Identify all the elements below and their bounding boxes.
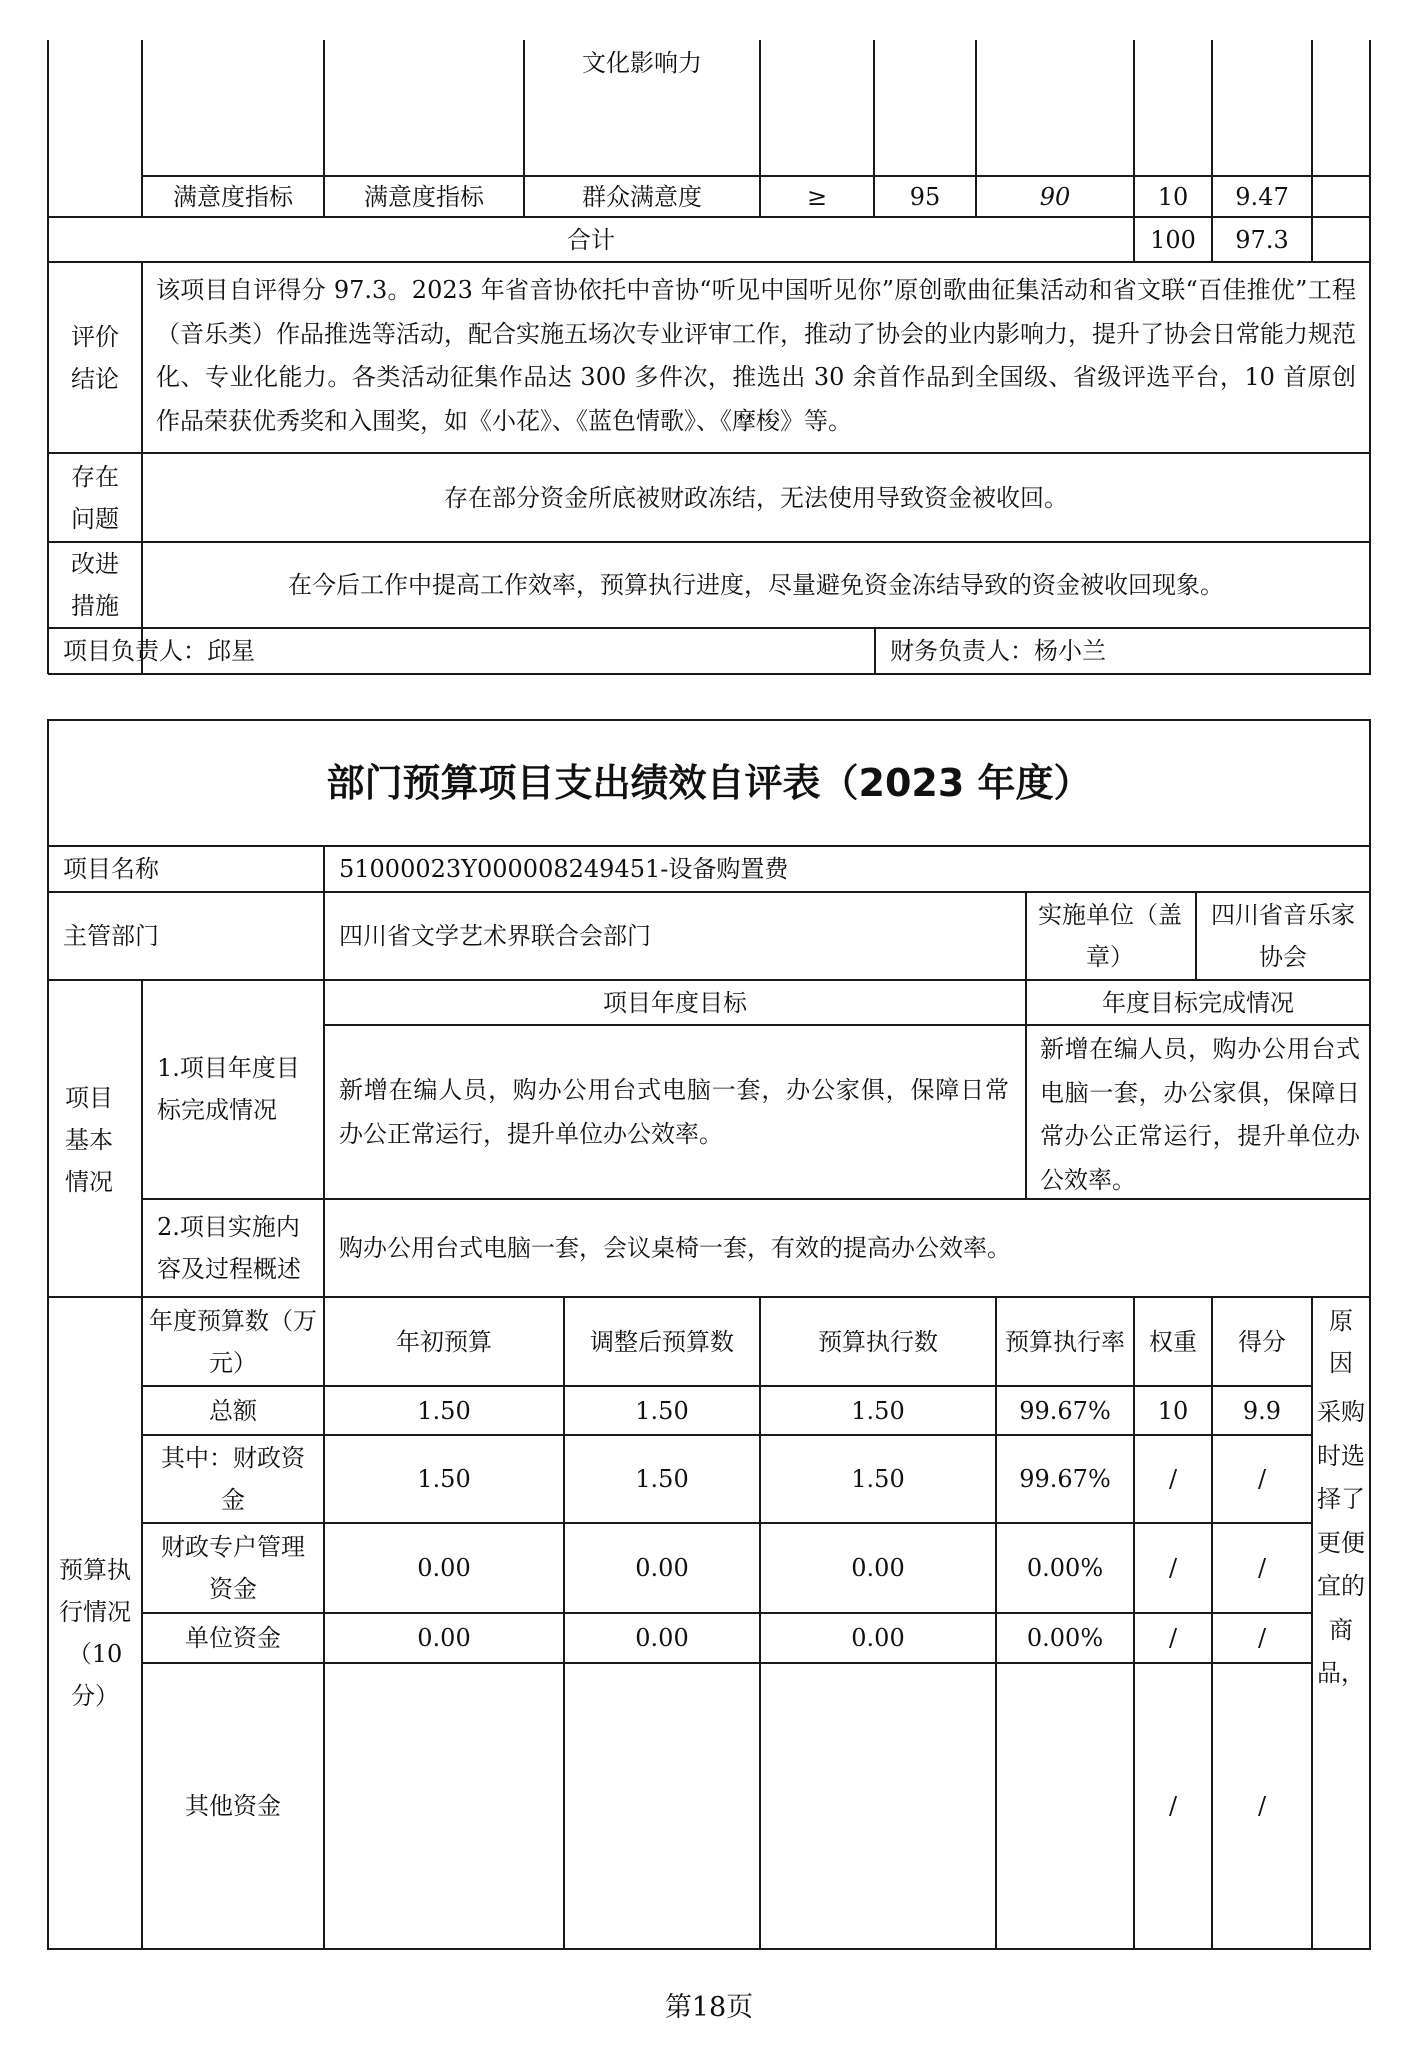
budget-row-2-score: / [1257,1465,1267,1493]
budget-section-label: 预算执行情况（10分） [59,1556,131,1710]
satisfaction-level2: 满意度指标 [364,183,484,211]
budget-row-3-weight: / [1168,1554,1178,1582]
budget-row-4-weight: / [1168,1624,1178,1652]
budget-row-1-executed-amount: 1.50 [851,1396,905,1425]
improvements-text: 在今后工作中提高工作效率，预算执行进度，尽量避免资金冻结导致的资金被收回现象。 [288,571,1224,599]
impl-content-label: 2.项目实施内容及过程概述 [157,1213,301,1283]
budget-row-2-execution-rate: 99.67% [1019,1465,1111,1493]
satisfaction-operator: ≥ [806,183,828,211]
budget-row-4-execution-rate: 0.00% [1026,1624,1104,1652]
budget-row-2-weight: / [1168,1465,1178,1493]
header-score: 得分 [1238,1327,1286,1356]
budget-row-1-weight: 10 [1157,1396,1189,1425]
budget-row-5-score: / [1257,1792,1267,1820]
goal-label: 1.项目年度目标完成情况 [157,1054,300,1124]
satisfaction-weight: 10 [1157,183,1189,211]
budget-row-4-executed-amount: 0.00 [851,1624,905,1652]
budget-row-5-weight: / [1168,1792,1178,1820]
reason-text: 采购时选择了更便宜的商品， [1317,1398,1365,1687]
budget-row-1-score: 9.9 [1242,1396,1282,1425]
dept-label: 主管部门 [63,922,159,950]
budget-row-1-adjusted-budget: 1.50 [635,1396,689,1425]
budget-row-1-execution-rate: 99.67% [1019,1396,1111,1425]
impl-unit: 四川省音乐家协会 [1211,901,1355,971]
satisfaction-score: 9.47 [1235,183,1289,211]
satisfaction-actual: 90 [1039,183,1071,211]
budget-row-4-initial-budget: 0.00 [417,1624,471,1652]
evaluation-label: 评价结论 [71,323,119,393]
budget-row-1-fund-type: 总额 [209,1396,257,1425]
total-weight: 100 [1150,225,1196,254]
header-adjusted-budget: 调整后预算数 [590,1327,734,1356]
budget-row-2-fund-type: 其中：财政资金 [161,1444,305,1514]
impl-unit-label: 实施单位（盖章） [1038,901,1182,971]
impl-content: 购办公用台式电脑一套，会议桌椅一套，有效的提高办公效率。 [339,1234,1011,1262]
influence-cell: 文化影响力 [582,49,702,77]
improvements-label: 改进措施 [71,550,119,620]
completion-text: 新增在编人员，购办公用台式电脑一套，办公家俱，保障日常办公正常运行，提升单位办公效率。 [1040,1035,1360,1194]
satisfaction-target: 95 [909,183,941,211]
budget-row-5-fund-type: 其他资金 [185,1792,281,1820]
basic-info-label: 项目基本情况 [65,1084,113,1196]
total-label: 合计 [567,225,615,254]
budget-row-4-score: / [1257,1624,1267,1652]
budget-row-2-executed-amount: 1.50 [851,1465,905,1493]
budget-row-2-initial-budget: 1.50 [417,1465,471,1493]
budget-row-3-executed-amount: 0.00 [851,1554,905,1582]
budget-row-4-fund-type: 单位资金 [185,1624,281,1652]
header-weight: 权重 [1149,1327,1197,1356]
budget-row-1-initial-budget: 1.50 [417,1396,471,1425]
budget-row-3-adjusted-budget: 0.00 [635,1554,689,1582]
header-initial-budget: 年初预算 [396,1327,492,1356]
problems-label: 存在问题 [71,462,119,533]
evaluation-text: 该项目自评得分 97.3。2023 年省音协依托中音协“听见中国听见你”原创歌曲征集活动和省文联“百佳推优”工程（音乐类）作品推选等活动，配合实施五场次专业评审工作，推动了协会的业内影响力，提升了协会日常能力规范化、专业化能力。各类活动征集作品达 300 多件次，推选出 30 余首作品到全国级、省级评选平台，10 首原创作品荣获优秀奖和入围奖，如《小花》、《蓝色情歌》、《摩梭》等。 [156,276,1356,435]
budget-row-2-adjusted-budget: 1.50 [635,1465,689,1493]
header-executed: 预算执行数 [818,1327,938,1356]
project-name-label: 项目名称 [63,855,159,883]
budget-row-5-executed-amount [761,1664,995,1948]
satisfaction-level1: 满意度指标 [173,183,293,211]
total-score: 97.3 [1235,225,1289,254]
budget-row-5-execution-rate [997,1664,1133,1948]
dept-name: 四川省文学艺术界联合会部门 [339,922,651,950]
budget-row-3-execution-rate: 0.00% [1026,1554,1104,1582]
header-annual-budget: 年度预算数（万元） [149,1306,317,1377]
goal-header: 项目年度目标 [603,988,747,1017]
finance-leader: 财务负责人：杨小兰 [890,637,1106,665]
header-reason: 原因 [1329,1306,1353,1377]
problems-text: 存在部分资金所底被财政冻结，无法使用导致资金被收回。 [444,483,1068,512]
satisfaction-indicator: 群众满意度 [582,183,702,211]
table-title: 部门预算项目支出绩效自评表（2023 年度） [326,761,1092,805]
budget-row-5-adjusted-budget [565,1664,759,1948]
completion-header: 年度目标完成情况 [1102,988,1294,1017]
budget-row-3-score: / [1257,1554,1267,1582]
goal-text: 新增在编人员，购办公用台式电脑一套，办公家俱，保障日常办公正常运行，提升单位办公效率。 [339,1076,1009,1148]
budget-row-3-initial-budget: 0.00 [417,1554,471,1582]
project-name: 51000023Y000008249451-设备购置费 [339,855,789,883]
budget-row-5-initial-budget [325,1664,563,1948]
project-leader: 项目负责人：邱星 [63,637,255,665]
page-number: 第18页 [664,1992,754,2023]
budget-row-4-adjusted-budget: 0.00 [635,1624,689,1652]
header-exec-rate: 预算执行率 [1005,1327,1125,1356]
budget-row-3-fund-type: 财政专户管理资金 [161,1533,305,1603]
